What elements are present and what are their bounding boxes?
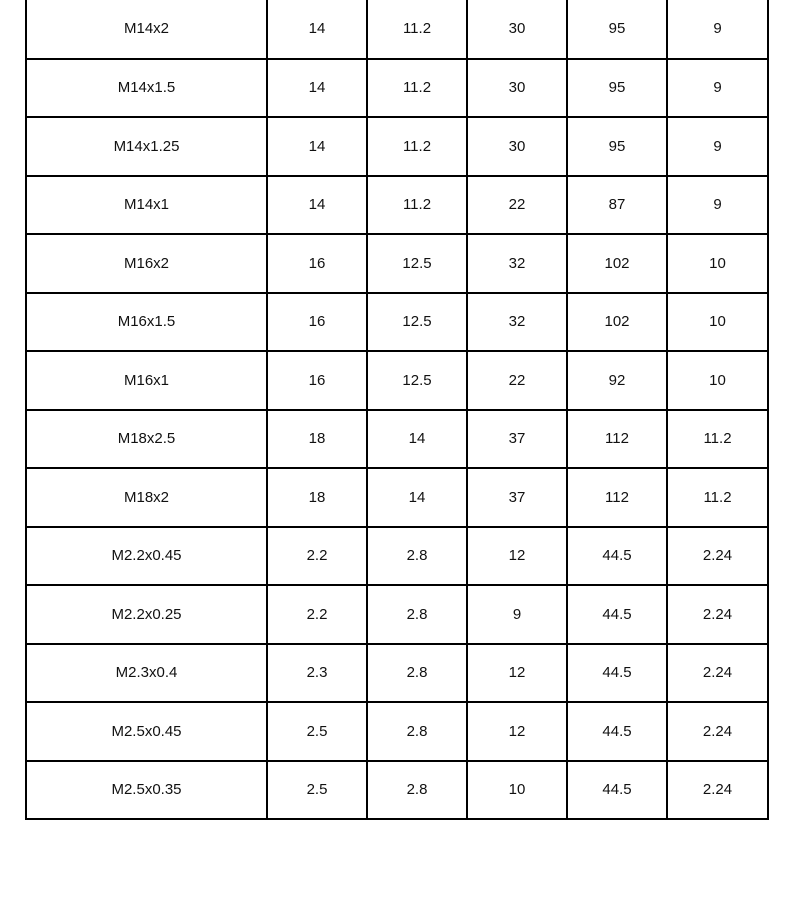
thread-size-cell: M14x1	[26, 176, 267, 235]
table-row	[26, 0, 768, 59]
value-cell-2: 2.8	[367, 644, 467, 703]
value-cell-1: 16	[267, 351, 367, 410]
value-cell-2: 2.8	[367, 527, 467, 586]
value-cell-2: 12.5	[367, 351, 467, 410]
value-cell-1: 18	[267, 410, 367, 469]
value-cell-3: 10	[467, 761, 567, 820]
value-cell-5: 11.2	[667, 468, 768, 527]
table-row	[26, 585, 768, 644]
value-cell-1: 14	[267, 59, 367, 118]
value-cell-1: 2.2	[267, 527, 367, 586]
value-cell-1: 2.3	[267, 644, 367, 703]
thread-size-cell: M2.5x0.35	[26, 761, 267, 820]
table-row	[26, 468, 768, 527]
thread-size-cell: M16x1	[26, 351, 267, 410]
value-cell-5: 2.24	[667, 585, 768, 644]
thread-size-cell: M16x2	[26, 234, 267, 293]
value-cell-3: 12	[467, 527, 567, 586]
value-cell-4: 44.5	[567, 527, 667, 586]
thread-size-cell: M2.3x0.4	[26, 644, 267, 703]
value-cell-2: 12.5	[367, 234, 467, 293]
value-cell-3: 37	[467, 468, 567, 527]
table-row	[26, 702, 768, 761]
value-cell-3: 30	[467, 0, 567, 59]
thread-size-cell: M14x1.5	[26, 59, 267, 118]
thread-size-cell: M14x2	[26, 0, 267, 59]
table-row	[26, 117, 768, 176]
value-cell-1: 14	[267, 0, 367, 59]
value-cell-1: 16	[267, 234, 367, 293]
value-cell-1: 16	[267, 293, 367, 352]
thread-size-cell: M2.2x0.45	[26, 527, 267, 586]
value-cell-4: 112	[567, 468, 667, 527]
table-row	[26, 176, 768, 235]
value-cell-4: 112	[567, 410, 667, 469]
value-cell-5: 9	[667, 176, 768, 235]
value-cell-2: 14	[367, 410, 467, 469]
value-cell-2: 2.8	[367, 761, 467, 820]
value-cell-3: 37	[467, 410, 567, 469]
value-cell-4: 92	[567, 351, 667, 410]
value-cell-2: 2.8	[367, 585, 467, 644]
value-cell-2: 11.2	[367, 0, 467, 59]
table-row	[26, 293, 768, 352]
table-row	[26, 644, 768, 703]
table-row	[26, 410, 768, 469]
table-row	[26, 351, 768, 410]
table-row	[26, 59, 768, 118]
value-cell-4: 87	[567, 176, 667, 235]
value-cell-3: 9	[467, 585, 567, 644]
table-row	[26, 527, 768, 586]
value-cell-3: 30	[467, 117, 567, 176]
value-cell-5: 2.24	[667, 644, 768, 703]
value-cell-2: 11.2	[367, 176, 467, 235]
value-cell-4: 95	[567, 117, 667, 176]
value-cell-5: 2.24	[667, 527, 768, 586]
value-cell-5: 10	[667, 293, 768, 352]
value-cell-1: 2.5	[267, 702, 367, 761]
value-cell-1: 2.2	[267, 585, 367, 644]
thread-spec-table-body	[26, 0, 768, 819]
value-cell-3: 12	[467, 702, 567, 761]
value-cell-5: 10	[667, 234, 768, 293]
value-cell-3: 30	[467, 59, 567, 118]
value-cell-4: 102	[567, 293, 667, 352]
thread-size-cell: M18x2	[26, 468, 267, 527]
value-cell-4: 44.5	[567, 761, 667, 820]
value-cell-5: 2.24	[667, 702, 768, 761]
value-cell-4: 95	[567, 0, 667, 59]
value-cell-4: 95	[567, 59, 667, 118]
thread-size-cell: M18x2.5	[26, 410, 267, 469]
value-cell-3: 22	[467, 351, 567, 410]
value-cell-4: 44.5	[567, 644, 667, 703]
thread-size-cell: M2.5x0.45	[26, 702, 267, 761]
value-cell-5: 11.2	[667, 410, 768, 469]
value-cell-4: 102	[567, 234, 667, 293]
value-cell-4: 44.5	[567, 585, 667, 644]
value-cell-5: 9	[667, 117, 768, 176]
thread-size-cell: M14x1.25	[26, 117, 267, 176]
value-cell-5: 2.24	[667, 761, 768, 820]
value-cell-2: 11.2	[367, 117, 467, 176]
value-cell-1: 14	[267, 117, 367, 176]
value-cell-2: 14	[367, 468, 467, 527]
value-cell-2: 12.5	[367, 293, 467, 352]
thread-size-cell: M2.2x0.25	[26, 585, 267, 644]
value-cell-5: 9	[667, 0, 768, 59]
value-cell-5: 10	[667, 351, 768, 410]
table-row	[26, 234, 768, 293]
value-cell-1: 18	[267, 468, 367, 527]
thread-spec-table	[25, 0, 769, 820]
value-cell-3: 22	[467, 176, 567, 235]
thread-size-cell: M16x1.5	[26, 293, 267, 352]
value-cell-2: 11.2	[367, 59, 467, 118]
value-cell-2: 2.8	[367, 702, 467, 761]
value-cell-4: 44.5	[567, 702, 667, 761]
table-row	[26, 761, 768, 820]
value-cell-3: 32	[467, 293, 567, 352]
value-cell-5: 9	[667, 59, 768, 118]
value-cell-1: 2.5	[267, 761, 367, 820]
value-cell-1: 14	[267, 176, 367, 235]
value-cell-3: 32	[467, 234, 567, 293]
value-cell-3: 12	[467, 644, 567, 703]
